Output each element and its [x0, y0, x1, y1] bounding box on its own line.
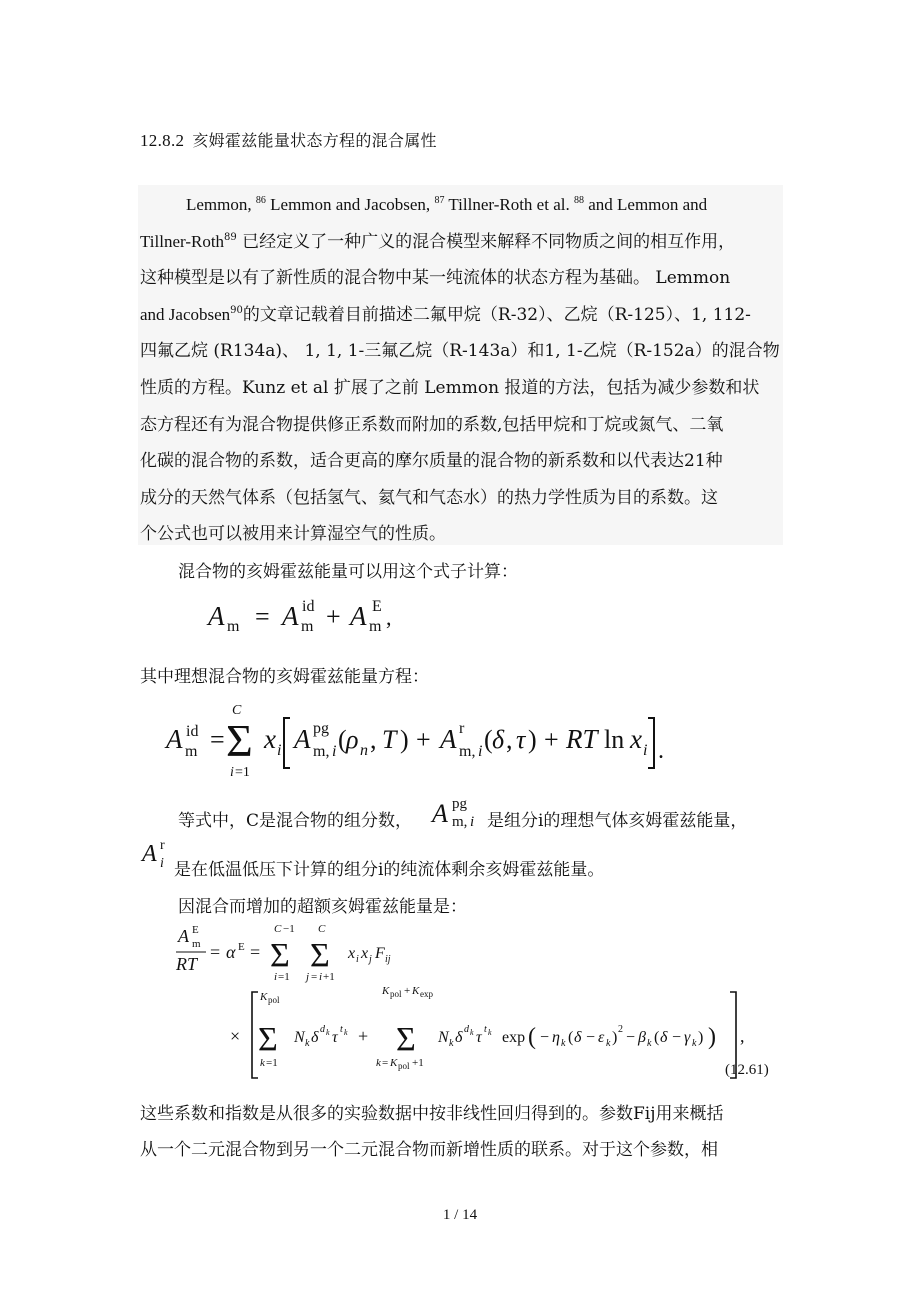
svg-text:A: A: [208, 601, 225, 631]
svg-text:.: .: [658, 738, 664, 764]
svg-text:δ: δ: [455, 1029, 463, 1046]
svg-text:ε: ε: [598, 1029, 605, 1046]
intro-line-6: 性质的方程。Kunz et al 扩展了之前 Lemmon 报道的方法，包括为减少参数和状: [140, 377, 760, 398]
svg-text:pol: pol: [268, 995, 280, 1005]
svg-text:=1: =1: [266, 1057, 278, 1069]
intro-line-1: Lemmon, $^{86}$ Lemmon and Jacobsen, $^{87}$ Tillner-Roth et al. $^{88}$ and Lemmon and: [186, 195, 708, 214]
svg-text:k: k: [260, 1057, 265, 1069]
svg-text:−: −: [672, 1029, 682, 1046]
svg-text:k: k: [449, 1038, 454, 1049]
svg-text:×: ×: [230, 1026, 241, 1046]
svg-text:τ: τ: [516, 725, 526, 754]
section-title: 亥姆霍兹能量状态方程的混合属性: [192, 131, 437, 150]
svg-text:k: k: [326, 1028, 330, 1037]
intro-paragraph: [140, 187, 780, 553]
symbol-a-pg: [430, 792, 488, 832]
svg-text:,: ,: [506, 725, 513, 754]
svg-text:r: r: [459, 720, 465, 737]
svg-text:A: A: [350, 601, 367, 631]
svg-text:A: A: [432, 799, 448, 828]
svg-text:i: i: [478, 743, 483, 760]
svg-text:m: m: [369, 618, 382, 635]
svg-text:k: k: [692, 1038, 697, 1049]
svg-text:k: k: [647, 1038, 652, 1049]
svg-text:k: k: [344, 1028, 348, 1037]
svg-text:i: i: [643, 742, 648, 759]
svg-text:k: k: [561, 1038, 566, 1049]
svg-text:Σ: Σ: [226, 715, 253, 766]
svg-text:+: +: [358, 1026, 369, 1046]
svg-text:A: A: [282, 601, 299, 631]
svg-text:−: −: [586, 1029, 596, 1046]
svg-text:): ): [400, 725, 409, 754]
svg-text:pol: pol: [398, 1061, 410, 1071]
svg-text:): ): [698, 1029, 704, 1046]
svg-text:(: (: [654, 1029, 660, 1046]
svg-text:=: =: [382, 1057, 389, 1069]
where-text-b: 是组分i的理想气体亥姆霍兹能量，: [487, 811, 748, 831]
svg-text:x: x: [630, 724, 642, 754]
svg-text:i: i: [277, 742, 282, 759]
svg-text:d: d: [320, 1024, 325, 1035]
svg-text:ln: ln: [604, 725, 625, 754]
svg-text:d: d: [464, 1024, 469, 1035]
svg-text:): ): [708, 1024, 716, 1050]
svg-text:Σ: Σ: [270, 937, 290, 974]
svg-text:j: j: [306, 971, 310, 983]
svg-text:k: k: [376, 1057, 381, 1069]
svg-text:K: K: [412, 985, 420, 997]
svg-text:k: k: [606, 1038, 611, 1049]
svg-text:+: +: [416, 725, 431, 754]
svg-text:t: t: [484, 1024, 487, 1035]
svg-text:δ: δ: [311, 1029, 319, 1046]
svg-text:γ: γ: [684, 1029, 691, 1046]
svg-text:δ: δ: [492, 725, 505, 754]
svg-text:−1: −1: [283, 923, 295, 935]
equation-excess-helmholtz: [170, 920, 785, 1085]
section-heading: [140, 128, 437, 151]
svg-text:N: N: [438, 1029, 449, 1046]
svg-text:k: k: [305, 1038, 310, 1049]
svg-text:m,: m,: [452, 814, 468, 830]
svg-text:,: ,: [740, 1026, 745, 1046]
svg-text:K: K: [390, 1057, 398, 1069]
svg-text:Σ: Σ: [310, 937, 330, 974]
svg-text:T: T: [382, 725, 397, 754]
svg-text:): ): [528, 725, 537, 754]
svg-text:m,: m,: [459, 743, 476, 760]
svg-text:δ: δ: [660, 1029, 668, 1046]
svg-text:E: E: [192, 924, 199, 936]
svg-text:k: k: [470, 1028, 474, 1037]
svg-text:2: 2: [618, 1024, 623, 1035]
symbol-a-r: [140, 835, 174, 871]
svg-text:ρ: ρ: [346, 725, 359, 754]
svg-text:x: x: [264, 724, 276, 754]
svg-text:+: +: [326, 602, 341, 631]
svg-text:C: C: [318, 923, 326, 935]
svg-text:α: α: [226, 942, 236, 962]
intro-line-8: 化碳的混合物的系数，适合更高的摩尔质量的混合物的新系数和以代表达21种: [140, 451, 723, 472]
svg-text:m,: m,: [313, 743, 330, 760]
svg-text:+: +: [404, 985, 411, 997]
ideal-intro-text: 其中理想混合物的亥姆霍兹能量方程：: [140, 667, 429, 687]
svg-text:=1: =1: [278, 971, 290, 983]
svg-text:m: m: [301, 618, 314, 635]
svg-text:i: i: [160, 856, 164, 871]
svg-text:=1: =1: [235, 765, 250, 780]
intro-line-3: 这种模型是以有了新性质的混合物中某一纯流体的状态方程为基础。 Lemmon: [140, 268, 731, 289]
closing-line-1: 这些系数和指数是从很多的实验数据中按非线性回归得到的。参数Fij用来概括: [140, 1104, 724, 1124]
svg-text:m: m: [185, 743, 198, 760]
page-number: 1 / 14: [442, 1207, 478, 1223]
svg-text:F: F: [375, 945, 385, 962]
svg-text:(: (: [484, 725, 493, 754]
svg-text:−: −: [626, 1029, 636, 1046]
svg-text:C: C: [274, 923, 282, 935]
section-number: 12.8.2: [140, 131, 185, 150]
svg-text:): ): [612, 1029, 618, 1046]
svg-text:A: A: [178, 926, 189, 946]
svg-text:A: A: [166, 724, 183, 754]
svg-text:A: A: [440, 724, 457, 754]
svg-text:exp: exp: [420, 989, 433, 999]
svg-text:=: =: [250, 942, 261, 962]
svg-text:−: −: [540, 1029, 550, 1046]
intro-line-9: 成分的天然气体系（包括氢气、氦气和气态水）的热力学性质为目的系数。这: [140, 487, 718, 508]
mix-intro-text: 混合物的亥姆霍兹能量可以用这个式子计算：: [178, 562, 518, 582]
svg-text:,: ,: [370, 725, 377, 754]
svg-text:x: x: [361, 945, 369, 962]
svg-text:k: k: [488, 1028, 492, 1037]
intro-line-4: and Jacobsen$^{90}$的文章记载着目前描述二氟甲烷（R-32）、乙烷（R-125）、1, 112-: [140, 304, 751, 325]
svg-text:K: K: [260, 991, 268, 1003]
svg-text:=: =: [210, 725, 225, 754]
svg-text:Σ: Σ: [258, 1021, 278, 1058]
svg-text:j: j: [369, 954, 372, 965]
svg-text:(: (: [338, 725, 347, 754]
svg-text:η: η: [552, 1029, 560, 1046]
svg-text:RT: RT: [176, 954, 198, 974]
svg-text:Σ: Σ: [396, 1021, 416, 1058]
excess-intro-text: 因混合而增加的超额亥姆霍兹能量是：: [178, 897, 467, 917]
svg-text:i: i: [230, 765, 234, 780]
where-text-c: 是在低温低压下计算的组分i的纯流体剩余亥姆霍兹能量。: [174, 860, 605, 880]
svg-text:m: m: [227, 618, 240, 635]
svg-text:i: i: [319, 971, 323, 983]
svg-text:i: i: [332, 743, 337, 760]
svg-text:r: r: [160, 838, 165, 853]
svg-text:pol: pol: [390, 989, 402, 999]
svg-text:K: K: [382, 985, 390, 997]
svg-text:n: n: [360, 742, 368, 759]
svg-text:id: id: [302, 598, 315, 615]
svg-text:RT: RT: [566, 724, 598, 754]
svg-text:C: C: [232, 703, 242, 718]
svg-text:+1: +1: [323, 971, 335, 983]
svg-text:m: m: [192, 938, 201, 950]
svg-text:ij: ij: [385, 954, 391, 965]
svg-text:i: i: [274, 971, 278, 983]
svg-text:exp: exp: [502, 1029, 526, 1046]
svg-text:A: A: [142, 841, 157, 867]
svg-text:pg: pg: [313, 720, 329, 737]
intro-line-2: Tillner-Roth$^{89}$ 已经定义了一种广义的混合模型来解释不同物质之间的相互作用，: [140, 231, 736, 252]
svg-text:τ: τ: [332, 1029, 338, 1046]
equation-ideal-mixture: [160, 700, 680, 780]
equation-number: (12.61): [725, 1062, 769, 1078]
svg-text:id: id: [186, 723, 199, 740]
intro-line-10: 个公式也可以被用来计算湿空气的性质。: [140, 524, 446, 545]
svg-text:i: i: [470, 814, 475, 830]
svg-text:(: (: [528, 1024, 536, 1050]
svg-text:x: x: [348, 945, 356, 962]
svg-text:(: (: [568, 1029, 574, 1046]
intro-line-7: 态方程还有为混合物提供修正系数而附加的系数,包括甲烷和丁烷或氮气、二氧: [140, 414, 724, 435]
svg-text:=: =: [311, 971, 318, 983]
svg-text:A: A: [294, 724, 311, 754]
svg-text:β: β: [638, 1029, 646, 1046]
svg-text:pg: pg: [452, 796, 467, 812]
svg-text:τ: τ: [476, 1029, 482, 1046]
svg-text:δ: δ: [574, 1029, 582, 1046]
intro-line-5: 四氟乙烷 (R134a)、 1, 1, 1-三氟乙烷（R-143a）和1, 1-乙烷（R-152a）的混合物: [140, 341, 780, 362]
svg-text:E: E: [372, 598, 382, 615]
closing-paragraph: [140, 1096, 780, 1168]
svg-text:+: +: [544, 725, 559, 754]
equation-mixture-helmholtz: [200, 595, 400, 640]
svg-text:E: E: [238, 941, 245, 953]
svg-text:=: =: [210, 942, 221, 962]
svg-text:i: i: [356, 954, 359, 965]
svg-text:N: N: [294, 1029, 305, 1046]
svg-text:t: t: [340, 1024, 343, 1035]
svg-text:=: =: [255, 602, 270, 631]
closing-line-2: 从一个二元混合物到另一个二元混合物而新增性质的联系。对于这个参数，相: [140, 1140, 718, 1160]
where-text-a: 等式中，C是混合物的组分数，: [178, 811, 413, 831]
svg-text:+1: +1: [412, 1057, 424, 1069]
svg-text:,: ,: [386, 605, 392, 630]
